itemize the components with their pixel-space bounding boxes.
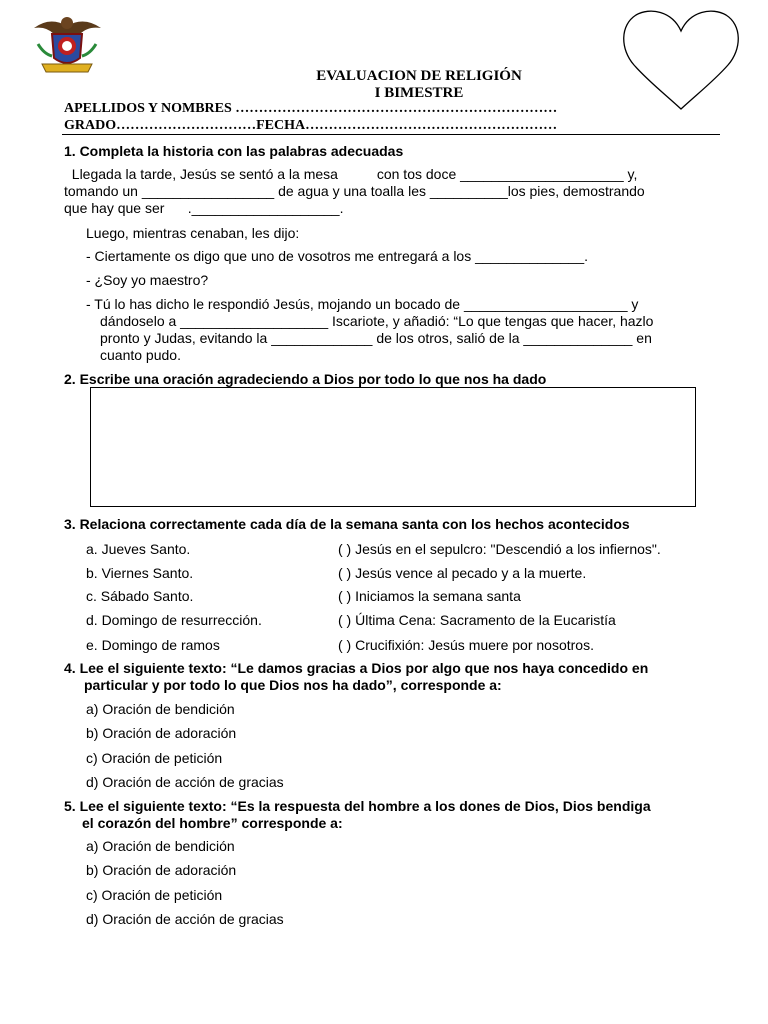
header-divider	[62, 134, 720, 135]
q3-event-5[interactable]: ( ) Crucifixión: Jesús muere por nosotros.	[338, 637, 594, 653]
q1-line-c: - ¿Soy yo maestro?	[86, 272, 209, 288]
q1-paragraph-line-3: que hay que ser .___________________.	[64, 200, 344, 216]
q1-paragraph-line-2: tomando un _________________ de agua y una toalla les __________los pies, demostrando	[64, 183, 645, 199]
names-field: APELLIDOS Y NOMBRES ……………………………………………………………	[64, 101, 558, 116]
q1-paragraph-line-1: Llegada la tarde, Jesús se sentó a la mesa con tos doce _____________________ y,	[64, 166, 638, 182]
prayer-answer-box[interactable]	[90, 387, 696, 507]
school-logo	[30, 14, 105, 76]
q5-option-a[interactable]: a) Oración de bendición	[86, 838, 235, 854]
question-4-title-line-1: 4. Lee el siguiente texto: “Le damos gracias a Dios por algo que nos haya concedido en	[64, 660, 649, 676]
q3-event-1[interactable]: ( ) Jesús en el sepulcro: "Descendió a los infiernos".	[338, 541, 661, 557]
q3-event-2[interactable]: ( ) Jesús vence al pecado y a la muerte.	[338, 565, 587, 581]
q1-line-d3: pronto y Judas, evitando la _____________ de los otros, salió de la ______________ en	[100, 330, 652, 346]
q1-line-b: - Ciertamente os digo que uno de vosotros me entregará a los ______________.	[86, 248, 589, 264]
q4-option-a[interactable]: a) Oración de bendición	[86, 701, 235, 717]
q5-option-b[interactable]: b) Oración de adoración	[86, 862, 237, 878]
q3-day-d: d. Domingo de resurrección.	[86, 612, 262, 628]
q5-option-d[interactable]: d) Oración de acción de gracias	[86, 911, 284, 927]
q3-day-c: c. Sábado Santo.	[86, 588, 194, 604]
q3-event-4[interactable]: ( ) Última Cena: Sacramento de la Eucaristía	[338, 612, 616, 628]
q3-day-b: b. Viernes Santo.	[86, 565, 194, 581]
q4-option-d[interactable]: d) Oración de acción de gracias	[86, 774, 284, 790]
question-1-title: 1. Completa la historia con las palabras adecuadas	[64, 143, 404, 159]
q1-line-d2: dándoselo a ___________________ Iscariote, y añadió: “Lo que tengas que hacer, hazlo	[100, 313, 654, 329]
q3-day-e: e. Domingo de ramos	[86, 637, 220, 653]
q3-event-3[interactable]: ( ) Iniciamos la semana santa	[338, 588, 521, 604]
grade-date-field: GRADO…………………………FECHA………………………………………………	[64, 118, 558, 133]
q1-line-d1: - Tú lo has dicho le respondió Jesús, mojando un bocado de _____________________ y	[86, 296, 639, 312]
question-5-title-line-2: el corazón del hombre” corresponde a:	[82, 815, 343, 831]
q1-line-a: Luego, mientras cenaban, les dijo:	[86, 225, 300, 241]
question-3-title: 3. Relaciona correctamente cada día de la semana santa con los hechos acontecidos	[64, 516, 630, 532]
q5-option-c[interactable]: c) Oración de petición	[86, 887, 223, 903]
page-title: EVALUACION DE RELIGIÓN	[316, 68, 522, 84]
question-2-title: 2. Escribe una oración agradeciendo a Dios por todo lo que nos ha dado	[64, 371, 547, 387]
q1-line-d4: cuanto pudo.	[100, 347, 181, 363]
q4-option-c[interactable]: c) Oración de petición	[86, 750, 223, 766]
question-4-title-line-2: particular y por todo lo que Dios nos ha dado”, corresponde a:	[84, 677, 502, 693]
question-5-title-line-1: 5. Lee el siguiente texto: “Es la respuesta del hombre a los dones de Dios, Dios bendiga	[64, 798, 651, 814]
school-eagle-crest-icon	[30, 14, 105, 76]
q4-option-b[interactable]: b) Oración de adoración	[86, 725, 237, 741]
q3-day-a: a. Jueves Santo.	[86, 541, 191, 557]
page-subtitle: I BIMESTRE	[374, 85, 464, 101]
